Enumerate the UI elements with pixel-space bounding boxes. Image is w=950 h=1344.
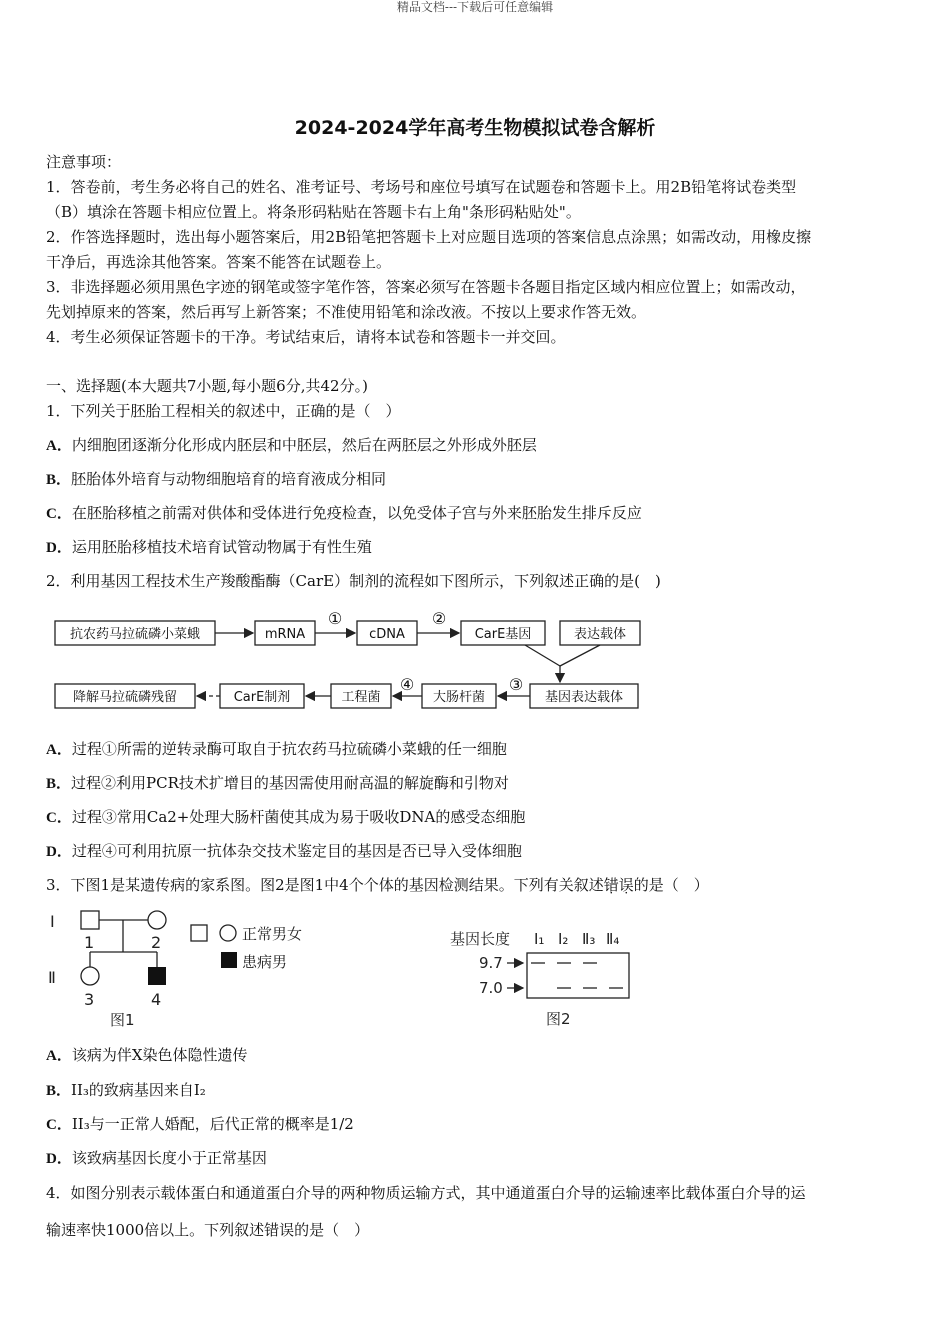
pedigree-male-1 [81,911,99,929]
q2-option-a: A．过程①所需的逆转录酶可取自于抗农药马拉硫磷小菜蛾的任一细胞 [46,740,507,758]
svg-text:抗农药马拉硫磷小菜蛾: 抗农药马拉硫磷小菜蛾 [69,627,201,642]
q4-stem-line2: 输速率快1000倍以上。下列叙述错误的是（ ） [46,1221,370,1239]
notice-line: 4．考生必须保证答题卡的干净。考试结束后，请将本试卷和答题卡一并交回。 [46,328,566,346]
q3-option-b: B．II₃的致病基因来自I₂ [46,1081,206,1099]
q3-pedigree-figure [44,905,344,1035]
q3-option-d: D．该致病基因长度小于正常基因 [46,1149,267,1167]
q3-option-c: C．II₃与一正常人婚配，后代正常的概率是1/2 [46,1115,354,1133]
svg-text:3: 3 [84,990,95,1009]
svg-text:4: 4 [151,990,162,1009]
svg-text:1: 1 [84,933,95,952]
svg-text:I₁: I₁ [534,930,545,948]
q1-option-a: A．内细胞团逐渐分化形成内胚层和中胚层，然后在两胚层之外形成外胚层 [46,436,537,454]
q1-option-b: B．胚胎体外培育与动物细胞培育的培育液成分相同 [46,470,387,488]
svg-text:CarE基因: CarE基因 [474,627,532,642]
svg-text:Ⅱ: Ⅱ [48,968,56,987]
legend-female-symbol [220,925,236,941]
svg-text:I: I [50,912,55,931]
pedigree-female-2 [148,911,166,929]
q2-option-b: B．过程②利用PCR技术扩增目的基因需使用耐高温的解旋酶和引物对 [46,774,509,792]
svg-text:患病男: 患病男 [242,953,288,971]
svg-text:Ⅱ₃: Ⅱ₃ [582,930,596,948]
q1-stem: 1．下列关于胚胎工程相关的叙述中，正确的是（ ） [46,402,401,420]
svg-text:cDNA: cDNA [369,627,405,642]
svg-text:Ⅱ₄: Ⅱ₄ [606,930,620,948]
svg-text:表达载体: 表达载体 [573,627,627,642]
q2-flow-diagram [50,606,650,716]
page-header: 精品文档---下载后可任意编辑 [396,0,554,14]
svg-text:基因长度: 基因长度 [450,930,511,948]
svg-text:工程菌: 工程菌 [341,690,381,705]
q3-stem: 3．下图1是某遗传病的家系图。图2是图1中4个个体的基因检测结果。下列有关叙述错误的是（ ） [46,876,709,894]
svg-text:④: ④ [399,675,415,694]
q1-option-d: D．运用胚胎移植技术培育试管动物属于有性生殖 [46,538,372,556]
notice-line: 2．作答选择题时，选出每小题答案后，用2B铅笔把答题卡上对应题目选项的答案信息点涂黑；如需改动，用橡皮擦 [46,228,812,246]
svg-text:大肠杆菌: 大肠杆菌 [432,690,486,705]
q2-option-d: D．过程④可利用抗原一抗体杂交技术鉴定目的基因是否已导入受体细胞 [46,842,522,860]
q4-stem-line1: 4．如图分别表示载体蛋白和通道蛋白介导的两种物质运输方式，其中通道蛋白介导的运输速率比载体蛋白介导的运 [46,1184,806,1202]
svg-text:9.7: 9.7 [479,954,503,972]
svg-text:基因表达载体: 基因表达载体 [544,690,624,705]
gel-box [527,953,629,998]
notice-line: 3．非选择题必须用黑色字迹的钢笔或签字笔作答，答案必须写在答题卡各题目指定区域内相应位置上；如需改动， [46,278,806,296]
notice-line: 干净后，再选涂其他答案。答案不能答在试题卷上。 [46,253,392,271]
svg-text:图2: 图2 [546,1010,571,1028]
pedigree-affected-male-4 [148,967,166,985]
svg-text:CarE制剂: CarE制剂 [233,690,291,705]
svg-text:7.0: 7.0 [479,979,503,997]
svg-text:③: ③ [508,675,524,694]
legend-male-symbol [191,925,207,941]
page-title: 2024-2024学年高考生物模拟试卷含解析 [294,117,656,139]
notice-heading: 注意事项： [46,153,122,171]
svg-text:降解马拉硫磷残留: 降解马拉硫磷残留 [72,690,178,705]
q1-option-c: C．在胚胎移植之前需对供体和受体进行免疫检查，以免受体子宫与外来胚胎发生排斥反应 [46,504,642,522]
q3-gene-test-figure [445,920,645,1035]
legend-affected-symbol [221,952,237,968]
svg-text:图1: 图1 [110,1011,135,1029]
notice-line: 1．答卷前，考生务必将自己的姓名、准考证号、考场号和座位号填写在试题卷和答题卡上。用2B铅笔将试卷类型 [46,178,797,196]
svg-text:2: 2 [151,933,162,952]
svg-text:①: ① [327,609,343,628]
section-heading: 一、选择题(本大题共7小题,每小题6分,共42分。) [46,377,368,395]
q3-option-a: A．该病为伴X染色体隐性遗传 [46,1046,248,1064]
svg-text:I₂: I₂ [558,930,569,948]
svg-text:②: ② [431,609,447,628]
notice-line: （B）填涂在答题卡相应位置上。将条形码粘贴在答题卡右上角"条形码粘贴处"。 [46,203,581,221]
svg-text:mRNA: mRNA [264,627,306,642]
notice-line: 先划掉原来的答案，然后再写上新答案；不准使用铅笔和涂改液。不按以上要求作答无效。 [46,303,647,321]
pedigree-female-3 [81,967,99,985]
q2-option-c: C．过程③常用Ca2+处理大肠杆菌使其成为易于吸收DNA的感受态细胞 [46,808,526,826]
svg-text:正常男女: 正常男女 [242,925,303,943]
q2-stem: 2．利用基因工程技术生产羧酸酯酶（CarE）制剂的流程如下图所示，下列叙述正确的是( ) [46,572,661,590]
